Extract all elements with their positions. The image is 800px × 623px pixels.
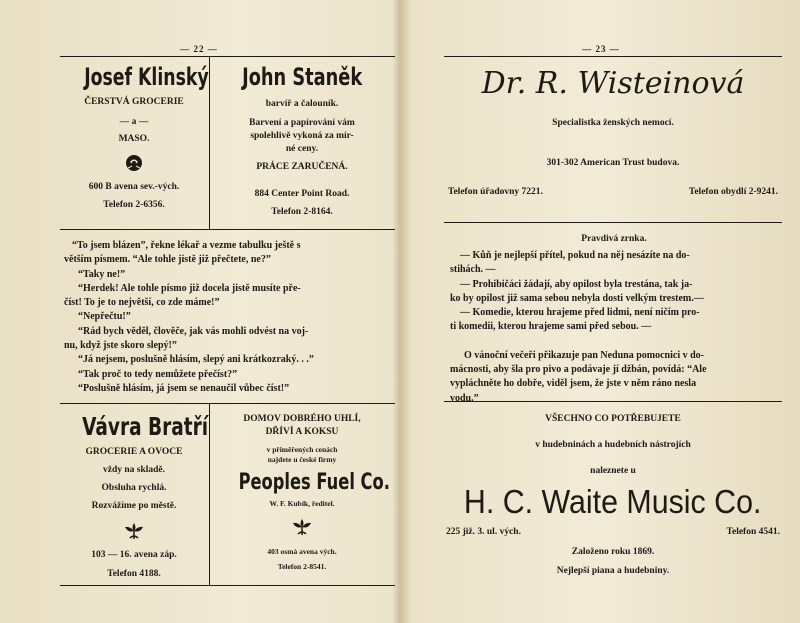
peoples-name: Peoples Fuel Co. <box>238 470 390 495</box>
peoples-small2: najdete u české firmy <box>267 455 337 464</box>
waite-ad <box>444 412 782 579</box>
klinsky-line3: MASO. <box>118 134 150 144</box>
peoples-head1: DOMOV DOBRÉHO UHLÍ, <box>243 414 361 424</box>
anecdote-line: vodu.” <box>450 392 479 404</box>
waite-contact <box>444 525 782 540</box>
waite-phone: Telefon 4541. <box>726 527 780 537</box>
bottom-rule-left <box>60 585 395 586</box>
doctor-phone-office: Telefon úřadovny 7221. <box>448 187 543 197</box>
stanek-address: 884 Center Point Road. <box>254 189 350 199</box>
page-number-right: — 23 — <box>582 44 620 54</box>
waite-address: 225 již. 3. ul. vých. <box>446 527 521 537</box>
column-divider-bottom <box>209 404 210 585</box>
sayings-title: Pravdivá zrnka. <box>581 234 647 244</box>
story-block <box>64 239 394 396</box>
story-line: “Taky ne!” <box>78 268 126 280</box>
vavra-line2: vždy na skladě. <box>102 465 166 475</box>
stanek-line2: Barvení a papírování vám <box>249 118 355 128</box>
saying-line: ko by opilost již sama sebou nebyla dosti velkým trestem.— <box>450 292 704 304</box>
story-top-rule <box>60 229 395 230</box>
story-line: číst! To je to největší, co zde máme!” <box>64 297 220 309</box>
waite-name: H. C. Waite Music Co. <box>464 483 762 520</box>
stanek-line3: spolehlivě vykoná za mír- <box>250 131 354 141</box>
vavra-phone: Telefon 4188. <box>107 569 161 579</box>
doctor-specialty: Specialistka ženských nemocí. <box>552 118 674 128</box>
waite-founded: Založeno roku 1869. <box>571 547 655 557</box>
klinsky-line1: ČERSTVÁ GROCERIE <box>84 97 184 107</box>
doctor-phone-home: Telefon obydlí 2-9241. <box>688 187 778 197</box>
klinsky-phone: Telefon 2-6356. <box>103 200 165 210</box>
top-rule-right <box>444 56 782 57</box>
bottom-ads-rule <box>60 403 395 404</box>
peoples-address: 403 osmá avena vých. <box>267 547 337 556</box>
stanek-name: John Staněk <box>241 63 363 91</box>
anecdote-line: vypláchněte ho dobře, viděl jsem, že jste v něm ráno nesla <box>450 378 697 390</box>
stanek-phone: Telefon 2-8164. <box>271 207 333 217</box>
saying-line: — Kůň je nejlepší přítel, pokud na něj nesázíte na do- <box>460 250 690 261</box>
klinsky-ad <box>60 62 208 213</box>
sayings-top-rule <box>444 222 782 223</box>
vavra-address: 103 — 16. avena záp. <box>91 550 177 560</box>
fleuron-ornament-icon <box>123 521 145 541</box>
doctor-phones <box>444 185 782 200</box>
doctor-address: 301-302 American Trust budova. <box>546 158 680 168</box>
saying-line: — Prohibičáci žádají, aby opilost byla trestána, tak ja- <box>460 278 693 290</box>
column-divider-top <box>209 57 210 229</box>
doctor-name: Dr. R. Wisteinová <box>481 66 745 101</box>
peoples-fuel-ad <box>212 413 392 572</box>
doctor-ad <box>444 64 782 200</box>
story-line: “Tak proč to tedy nemůžete přečíst?” <box>78 368 238 380</box>
story-line: nu, když jste skoro slepý!” <box>64 340 177 352</box>
right-page <box>402 0 800 623</box>
story-line: “Herdek! Ale tohle písmo již docela jistě musíte pře- <box>78 282 301 294</box>
anecdote-line: O vánoční večeři přikazuje pan Neduna pomocnici v do- <box>464 349 705 361</box>
vavra-ad <box>60 411 208 582</box>
stanek-line5: PRÁCE ZARUČENÁ. <box>256 162 348 172</box>
top-rule-left <box>60 56 395 57</box>
vavra-line3: Obsluha rychlá. <box>101 483 167 493</box>
saying-line: — Komedie, kterou hrajeme před lidmi, není ničím pro- <box>460 307 700 319</box>
story-line: “Rád bych věděl, člověče, jak vás mohli odvést na voj- <box>78 325 309 337</box>
waite-line2: v hudebninách a hudebních nástrojích <box>535 440 691 450</box>
rose-ornament-icon <box>124 153 144 173</box>
story-line: větším písmem. “Ale tohle jistě již přečtete, ne?” <box>64 254 271 266</box>
peoples-small1: v přiměřených cenách <box>266 445 338 454</box>
story-line: “Já nejsem, poslušně hlásím, slepý ani krátkozraký. . .” <box>78 354 314 366</box>
saying-line: ti komedii, kterou hrajeme sami před sebou. — <box>450 321 652 333</box>
saying-line: stihách. — <box>450 264 496 276</box>
left-page <box>0 0 398 623</box>
anecdote-line: mácnosti, aby šla pro pivo a podávaje jí džbán, povídá: “Ale <box>450 364 707 376</box>
klinsky-name: Josef Klinský <box>84 63 209 91</box>
story-line: “Nepřečtu!” <box>78 311 131 323</box>
waite-top-rule <box>444 401 782 402</box>
story-line: “Poslušně hlásím, já jsem se nenaučil vůbec číst!” <box>78 382 290 394</box>
fleuron-ornament-icon <box>291 517 313 537</box>
sayings-block <box>450 230 778 406</box>
story-line: “To jsem blázen”, řekne lékař a vezme tabulku ještě s <box>72 240 301 251</box>
stanek-ad <box>212 62 392 220</box>
peoples-phone: Telefon 2-8541. <box>277 562 327 571</box>
waite-line3: naleznete u <box>590 466 636 476</box>
klinsky-address: 600 B avena sev.-vých. <box>88 182 180 192</box>
vavra-line1: GROCERIE A OVOCE <box>85 447 183 457</box>
waite-slogan: Nejlepší piana a hudebniny. <box>556 566 670 576</box>
page-number-left: — 22 — <box>180 44 218 54</box>
peoples-director: W. F. Kubík, ředitel. <box>269 499 335 508</box>
vavra-line4: Rozvážíme po městě. <box>91 501 177 511</box>
stanek-line4: né ceny. <box>285 144 319 154</box>
waite-line1: VŠECHNO CO POTŘEBUJETE <box>545 414 681 424</box>
stanek-line1: barvíř a čalouník. <box>265 99 339 109</box>
peoples-head2: DŘÍVÍ A KOKSU <box>265 427 339 437</box>
klinsky-line2: — a — <box>119 117 149 127</box>
vavra-name: Vávra Bratří <box>82 412 209 441</box>
